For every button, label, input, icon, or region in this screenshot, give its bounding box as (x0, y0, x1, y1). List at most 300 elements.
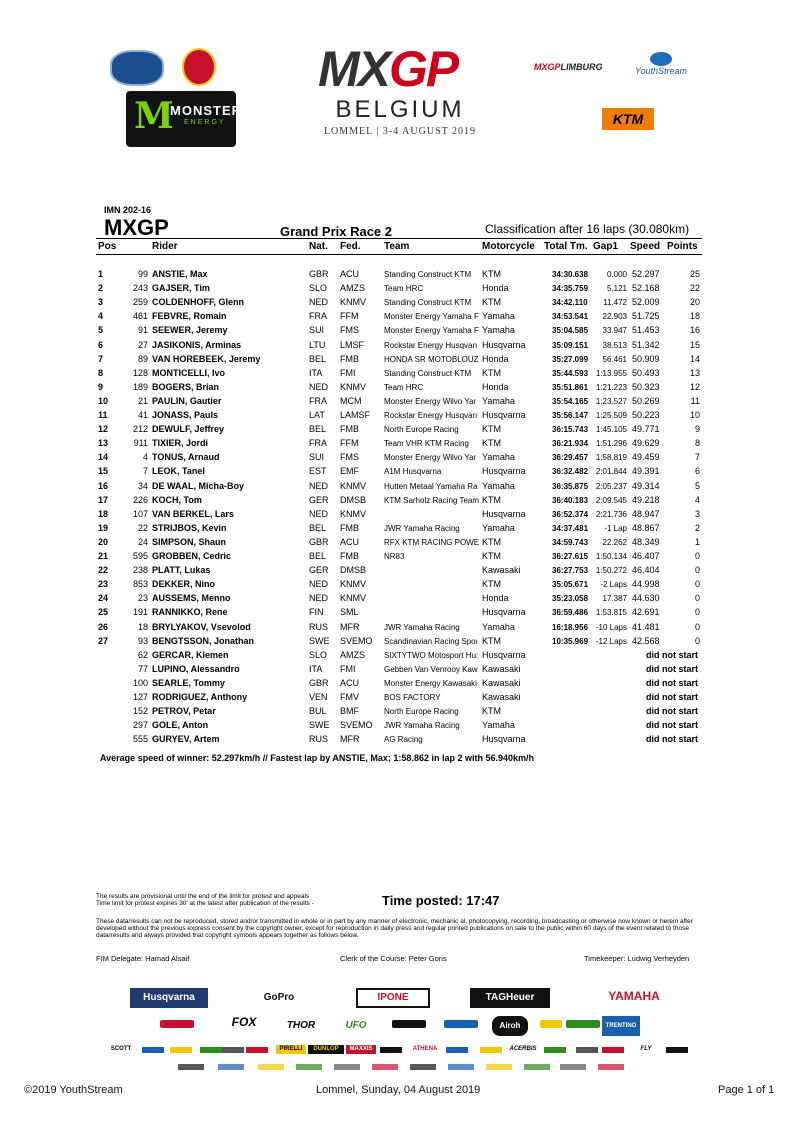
cell-status: did not start (646, 734, 698, 745)
cell-motorcycle: Honda (482, 381, 509, 392)
cell-number: 21 (137, 395, 148, 406)
cell-total-time: 35:05.671 (552, 580, 589, 590)
cell-number: 911 (133, 438, 148, 449)
cell-nat: NED (309, 480, 329, 491)
cell-speed: 50.493 (632, 367, 660, 378)
sponsor-mark (448, 1064, 474, 1070)
cell-team: Team HRC (384, 284, 424, 294)
sponsor-mark (372, 1064, 398, 1070)
cell-total-time: 34:59.743 (552, 537, 589, 547)
table-row-dns (0, 692, 800, 706)
cell-number: 191 (132, 607, 148, 618)
cell-team: Monster Energy Yamaha F (384, 326, 479, 336)
cell-motorcycle: KTM (482, 551, 501, 561)
cell-fed: KNMV (340, 579, 367, 590)
footer-copyright: ©2019 YouthStream (24, 1084, 123, 1096)
cell-nat: GER (309, 565, 329, 576)
monster-subtext: ENERGY (184, 119, 226, 126)
cell-number: 34 (137, 480, 148, 491)
cell-speed: 48.349 (632, 536, 660, 547)
cell-fed: FFM (340, 311, 359, 322)
cell-points: 18 (689, 311, 700, 322)
sponsor-maxxis: MAXXIS (346, 1045, 376, 1054)
cell-number: 93 (137, 635, 148, 646)
table-row (0, 297, 800, 311)
cell-team: JWR Yamaha Racing (384, 721, 460, 731)
sponsor-airoh: Airoh (492, 1016, 528, 1036)
cell-team: North Europe Racing (384, 425, 459, 435)
cell-number: 91 (137, 325, 148, 336)
cell-rider: LUPINO, Alessandro (152, 663, 240, 674)
cell-speed: 48.947 (632, 508, 660, 519)
cell-motorcycle: KTM (482, 424, 501, 435)
sponsor-athena: ATHENA (412, 1046, 438, 1052)
cell-rider: LEOK, Tanel (152, 466, 205, 477)
cell-fed: FMV (340, 692, 359, 702)
cell-speed: 41.481 (632, 621, 660, 632)
sponsor-mark (178, 1064, 204, 1070)
cell-points: 25 (689, 269, 700, 279)
cell-total-time: 36:15.743 (552, 425, 589, 435)
cell-motorcycle: KTM (482, 536, 501, 547)
cell-team: North Europe Racing (384, 707, 459, 717)
cell-fed: FMI (340, 663, 356, 674)
cell-rider: TIXIER, Jordi (152, 438, 209, 449)
table-row-dns (0, 720, 800, 734)
cell-motorcycle: KTM (482, 635, 501, 646)
cell-nat: ITA (309, 663, 323, 674)
cell-total-time: 36:27.615 (552, 552, 589, 561)
cell-rider: GOLE, Anton (152, 720, 209, 731)
cell-fed: FMS (340, 325, 359, 336)
cell-number: 41 (137, 410, 148, 420)
cell-gap: 1:58.819 (595, 453, 627, 463)
sponsor-mark (410, 1064, 436, 1070)
cell-speed: 49.314 (632, 480, 660, 491)
sponsor-mark (296, 1064, 322, 1070)
cell-gap: 2:21.736 (595, 509, 627, 519)
cell-points: 7 (694, 452, 700, 463)
cell-nat: GBR (309, 269, 329, 279)
cell-speed: 48.867 (632, 522, 660, 533)
cell-nat: GBR (309, 536, 329, 547)
cell-number: 212 (132, 424, 148, 435)
cell-motorcycle: Yamaha (482, 522, 515, 533)
col-header-gap: Gap1 (593, 241, 619, 252)
cell-rider: SEEWER, Jeremy (152, 325, 228, 336)
table-row (0, 565, 800, 579)
footer-page-number: Page 1 of 1 (718, 1084, 775, 1096)
col-header-pos: Pos (98, 241, 117, 252)
youthstream-swirl-icon (650, 52, 672, 66)
cell-fed: KNMV (340, 593, 367, 604)
cell-total-time: 34:30.638 (552, 270, 589, 279)
sponsor-mark (544, 1047, 566, 1053)
cell-total-time: 34:35.759 (552, 284, 589, 294)
cell-motorcycle: Kawasaki (482, 692, 521, 702)
fmb-logo (182, 48, 216, 86)
monster-wordmark: MONSTER (170, 103, 242, 118)
cell-number: 595 (132, 551, 148, 561)
cell-gap: 1:53.815 (595, 608, 627, 618)
cell-nat: BEL (309, 551, 327, 561)
cell-pos: 26 (98, 621, 109, 632)
provisional-note (96, 893, 356, 907)
col-header-motorcycle: Motorcycle (482, 241, 535, 252)
cell-team: Rockstar Energy Husqvarı (384, 340, 478, 350)
cell-nat: SWE (309, 635, 330, 646)
fim-delegate: FIM Delegate: Hamad Alsaif (96, 954, 190, 963)
cell-points: 0 (694, 565, 700, 576)
cell-nat: FRA (309, 395, 327, 406)
cell-total-time: 16:18.956 (552, 622, 589, 632)
table-row (0, 495, 800, 509)
cell-gap: 1:13.955 (595, 368, 627, 378)
cell-fed: AMZS (340, 649, 366, 660)
time-posted: Time posted: 17:47 (382, 893, 500, 908)
cell-total-time: 36:40.183 (552, 495, 589, 505)
cell-fed: KNMV (340, 381, 367, 392)
sponsor-mark (480, 1047, 502, 1053)
cell-nat: NED (309, 381, 329, 392)
cell-rider: RODRIGUEZ, Anthony (152, 692, 248, 702)
provisional-note-line: The results are provisional until the end of the limit for protest and appeals (96, 893, 310, 900)
sponsor-husqvarna: Husqvarna (130, 988, 208, 1008)
sponsor-mark (666, 1047, 688, 1053)
cell-nat: ITA (309, 367, 323, 378)
cell-total-time: 35:09.151 (552, 340, 589, 350)
cell-points: 0 (694, 593, 700, 604)
table-row (0, 509, 800, 523)
cell-team: Standing Construct KTM (384, 298, 472, 308)
cell-fed: LAMSF (340, 410, 371, 420)
cell-speed: 46.404 (632, 565, 660, 576)
sponsor-mark (380, 1047, 402, 1053)
cell-gap: 0.000 (606, 270, 627, 279)
sponsor-mark (200, 1047, 222, 1053)
sponsor-mark (444, 1020, 478, 1028)
sponsor-mark (170, 1047, 192, 1053)
table-row (0, 368, 800, 382)
youthstream-logo (632, 52, 690, 80)
cell-fed: FMB (340, 353, 359, 364)
cell-motorcycle: Husqvarna (482, 466, 526, 477)
cell-rider: DEWULF, Jeffrey (152, 424, 225, 435)
cell-pos: 27 (98, 635, 109, 646)
cell-gap: 2:05.237 (595, 481, 627, 491)
cell-points: 3 (694, 508, 700, 519)
race-code: IMN 202-16 (104, 205, 152, 215)
cell-nat: NED (309, 297, 329, 308)
sponsor-trentino: TRENTINO (602, 1016, 640, 1036)
cell-pos: 4 (98, 311, 104, 322)
cell-pos: 11 (98, 410, 108, 420)
cell-gap: 1:50.134 (595, 552, 627, 561)
table-row (0, 481, 800, 495)
cell-total-time: 35:44.593 (552, 368, 589, 378)
table-row (0, 269, 800, 283)
cell-gap: 1:21.223 (595, 382, 627, 392)
cell-speed: 42.691 (632, 607, 660, 618)
mxgp-logo-mx: MX (318, 41, 389, 97)
monster-claw-icon: M (134, 95, 174, 137)
cell-team: Gebben Van Venrooy Kaw (384, 664, 478, 674)
col-header-team: Team (384, 241, 410, 252)
cell-fed: AMZS (340, 283, 366, 294)
table-row (0, 636, 800, 650)
cell-status: did not start (646, 692, 698, 702)
cell-team: Standing Construct KTM (384, 270, 472, 279)
cell-gap: 56.461 (602, 354, 627, 364)
sponsor-mark (222, 1047, 244, 1053)
cell-gap: 22.903 (602, 312, 627, 322)
cell-speed: 49.771 (632, 424, 660, 435)
cell-number: 23 (137, 593, 148, 604)
cell-team: JWR Yamaha Racing (384, 523, 460, 533)
cell-rider: PETROV, Petar (152, 706, 216, 717)
event-name: BELGIUM (335, 96, 465, 123)
cell-rider: PAULIN, Gautier (152, 395, 222, 406)
cell-points: 6 (694, 466, 700, 477)
provisional-note-line: Time limit for protest expires 30' at the latest after publication of the results - (96, 900, 314, 907)
table-row (0, 311, 800, 325)
cell-total-time: 36:32.482 (552, 467, 589, 477)
table-row (0, 354, 800, 368)
cell-pos: 13 (98, 438, 109, 449)
cell-speed: 52.168 (632, 283, 660, 294)
cell-gap: -1 Lap (604, 523, 627, 533)
cell-points: 0 (694, 635, 700, 646)
sponsor-scott: SCOTT (110, 1046, 132, 1052)
cell-pos: 21 (98, 551, 109, 561)
cell-motorcycle: Honda (482, 593, 509, 604)
cell-speed: 49.218 (632, 494, 660, 505)
cell-total-time: 35:23.058 (552, 594, 589, 604)
cell-fed: DMSB (340, 494, 367, 505)
cell-gap: -2 Laps (600, 580, 627, 590)
cell-rider: RANNIKKO, Rene (152, 607, 228, 618)
cell-points: 13 (689, 367, 700, 378)
cell-nat: SLO (309, 649, 328, 660)
cell-fed: FMI (340, 367, 356, 378)
table-row (0, 410, 800, 424)
cell-total-time: 35:04.585 (552, 326, 589, 336)
cell-pos: 10 (98, 395, 109, 406)
cell-speed: 49.391 (632, 466, 660, 477)
cell-speed: 52.297 (632, 269, 660, 279)
cell-team: Hutten Metaal Yamaha Ra (384, 481, 478, 491)
cell-total-time: 34:53.541 (552, 312, 589, 322)
col-header-speed: Speed (630, 241, 661, 252)
copyright-note: These data/results can not be reproduced, stored and/or transmitted in whole or in part by any manner of electronic, mechanic al, photocopying, recording, broadcasting or otherwise now known or herein after developed without the previous express consent by the copyright owner, except for reproduction in daily press and regular printed publications on sale to the public within 60 days of the event related to those data/results and always provided that copyright symbols appears together as follows below. (96, 918, 693, 939)
cell-motorcycle: KTM (482, 438, 501, 449)
cell-gap: 11.472 (603, 298, 627, 308)
table-row-dns (0, 706, 800, 720)
cell-status: did not start (646, 663, 698, 674)
race-name: Grand Prix Race 2 (280, 224, 392, 239)
table-row (0, 325, 800, 339)
cell-points: 2 (694, 522, 700, 533)
table-row (0, 382, 800, 396)
table-row (0, 283, 800, 297)
cell-motorcycle: KTM (482, 269, 501, 279)
cell-team: HONDA SR MOTOBLOUZ (384, 354, 479, 364)
cell-gap: 5.121 (606, 284, 627, 294)
class-title: MXGP (104, 215, 169, 240)
cell-rider: SIMPSON, Shaun (152, 536, 227, 547)
cell-team: Scandinavian Racing Spoı (384, 636, 478, 646)
cell-motorcycle: KTM (482, 297, 501, 308)
cell-speed: 50.269 (632, 395, 660, 406)
cell-points: 4 (694, 494, 700, 505)
cell-number: 24 (137, 536, 148, 547)
table-row (0, 622, 800, 636)
cell-number: 555 (132, 734, 148, 745)
cell-fed: FMB (340, 522, 359, 533)
cell-fed: FMS (340, 452, 359, 463)
cell-team: Monster Energy Yamaha F (384, 312, 479, 322)
cell-points: 0 (694, 607, 700, 618)
cell-number: 7 (142, 466, 148, 477)
cell-total-time: 35:56.147 (552, 411, 589, 420)
cell-number: 99 (137, 269, 148, 279)
cell-rider: ANSTIE, Max (152, 269, 208, 279)
cell-number: 27 (137, 339, 148, 350)
cell-pos: 22 (98, 565, 109, 576)
header-rule-top (96, 238, 702, 239)
cell-motorcycle: Husqvarna (482, 410, 526, 420)
cell-motorcycle: Yamaha (482, 720, 515, 731)
cell-points: 20 (689, 297, 700, 308)
cell-rider: VAN BERKEL, Lars (152, 508, 234, 519)
cell-number: 238 (132, 565, 148, 576)
cell-pos: 14 (98, 452, 109, 463)
cell-team: Monster Energy Kawasaki (384, 678, 477, 688)
cell-fed: BMF (340, 706, 359, 717)
cell-rider: COLDENHOFF, Glenn (152, 297, 244, 308)
cell-fed: SVEMO (340, 720, 373, 731)
cell-fed: DMSB (340, 565, 367, 576)
cell-team: Monster Energy Wilvo Yar (384, 453, 477, 463)
cell-total-time: 36:35.875 (552, 481, 589, 491)
youthstream-wordmark: YouthStream (634, 66, 688, 76)
timekeeper: Timekeeper: Ludwig Verheyden (584, 954, 690, 963)
cell-speed: 50.323 (632, 381, 660, 392)
cell-pos: 7 (98, 353, 104, 364)
sponsor-mark (486, 1064, 512, 1070)
cell-rider: SEARLE, Tommy (152, 677, 225, 688)
cell-number: 62 (137, 649, 148, 660)
cell-number: 89 (137, 353, 148, 364)
cell-gap: 1:50.272 (595, 566, 627, 576)
cell-rider: GERCAR, Klemen (152, 649, 229, 660)
cell-nat: FRA (309, 438, 327, 449)
cell-points: 1 (694, 536, 700, 547)
cell-speed: 52.009 (632, 297, 660, 308)
cell-total-time: 35:54.165 (552, 396, 589, 406)
cell-number: 297 (132, 720, 148, 731)
cell-motorcycle: KTM (482, 579, 501, 590)
col-header-fed: Fed. (340, 241, 361, 252)
sponsor-mark (540, 1020, 562, 1028)
cell-rider: GURYEV, Artem (152, 734, 220, 745)
cell-fed: ACU (340, 677, 360, 688)
sponsor-mark (258, 1064, 284, 1070)
mxgp-logo (318, 41, 480, 97)
cell-rider: AUSSEMS, Menno (152, 593, 231, 604)
cell-number: 77 (137, 663, 148, 674)
cell-pos: 6 (98, 339, 104, 350)
cell-gap: -12 Laps (595, 636, 627, 646)
clerk-of-course: Clerk of the Course: Peter Goris (340, 954, 447, 963)
cell-number: 4 (142, 452, 148, 463)
cell-points: 11 (690, 395, 700, 406)
col-header-total-time: Total Tm. (544, 241, 588, 252)
cell-team: Rockstar Energy Husqvarı (384, 411, 478, 420)
sponsor-mark (446, 1047, 468, 1053)
cell-fed: FFM (340, 438, 359, 449)
cell-total-time: 34:42.110 (552, 298, 588, 308)
cell-nat: SUI (309, 325, 325, 336)
cell-points: 9 (694, 424, 700, 435)
cell-motorcycle: Husqvarna (482, 649, 526, 660)
cell-points: 0 (694, 579, 700, 590)
sponsor-pirelli: PIRELLI (276, 1045, 306, 1054)
cell-gap: 33.947 (602, 326, 627, 336)
sponsor-acerbis: ACERBIS (509, 1046, 537, 1052)
limburg-logo-mx: MXGP (534, 62, 561, 72)
cell-pos: 23 (98, 579, 109, 590)
monster-energy-logo (126, 91, 242, 147)
cell-total-time: 35:51.861 (552, 382, 589, 392)
cell-speed: 49.459 (632, 452, 660, 463)
cell-number: 107 (132, 508, 148, 519)
cell-rider: KOCH, Tom (152, 494, 202, 505)
cell-motorcycle: Husqvarna (482, 508, 526, 519)
cell-rider: MONTICELLI, Ivo (152, 367, 225, 378)
sponsor-gopro: GoPro (263, 992, 295, 1003)
cell-team: Team VHR KTM Racing (384, 439, 469, 449)
cell-gap: 1:25.509 (595, 411, 627, 420)
cell-team: A1M Husqvarna (384, 467, 442, 477)
cell-pos: 18 (98, 508, 109, 519)
cell-nat: SLO (309, 283, 328, 294)
cell-rider: PLATT, Lukas (152, 565, 211, 576)
cell-fed: SML (340, 607, 359, 618)
cell-motorcycle: Husqvarna (482, 734, 526, 745)
cell-status: did not start (646, 649, 698, 660)
cell-fed: FMB (340, 551, 359, 561)
sponsor-dunlop: DUNLOP (308, 1045, 344, 1054)
cell-motorcycle: Yamaha (482, 480, 515, 491)
cell-points: 15 (689, 339, 700, 350)
col-header-rider: Rider (152, 241, 178, 252)
table-row (0, 607, 800, 621)
cell-status: did not start (646, 720, 698, 731)
cell-speed: 49.629 (632, 438, 660, 449)
cell-total-time: 36:21.934 (552, 439, 589, 449)
cell-points: 12 (689, 381, 700, 392)
cell-pos: 3 (98, 297, 104, 308)
cell-total-time: 10:35.969 (552, 636, 589, 646)
cell-fed: KNMV (340, 480, 367, 491)
cell-pos: 15 (98, 466, 109, 477)
sponsor-tagheuer: TAGHeuer (470, 988, 550, 1008)
ktm-logo: KTM (602, 108, 654, 130)
cell-team: KTM Sarholz Racing Team (384, 495, 479, 505)
cell-speed: 51.725 (632, 311, 660, 322)
cell-number: 243 (132, 283, 148, 294)
